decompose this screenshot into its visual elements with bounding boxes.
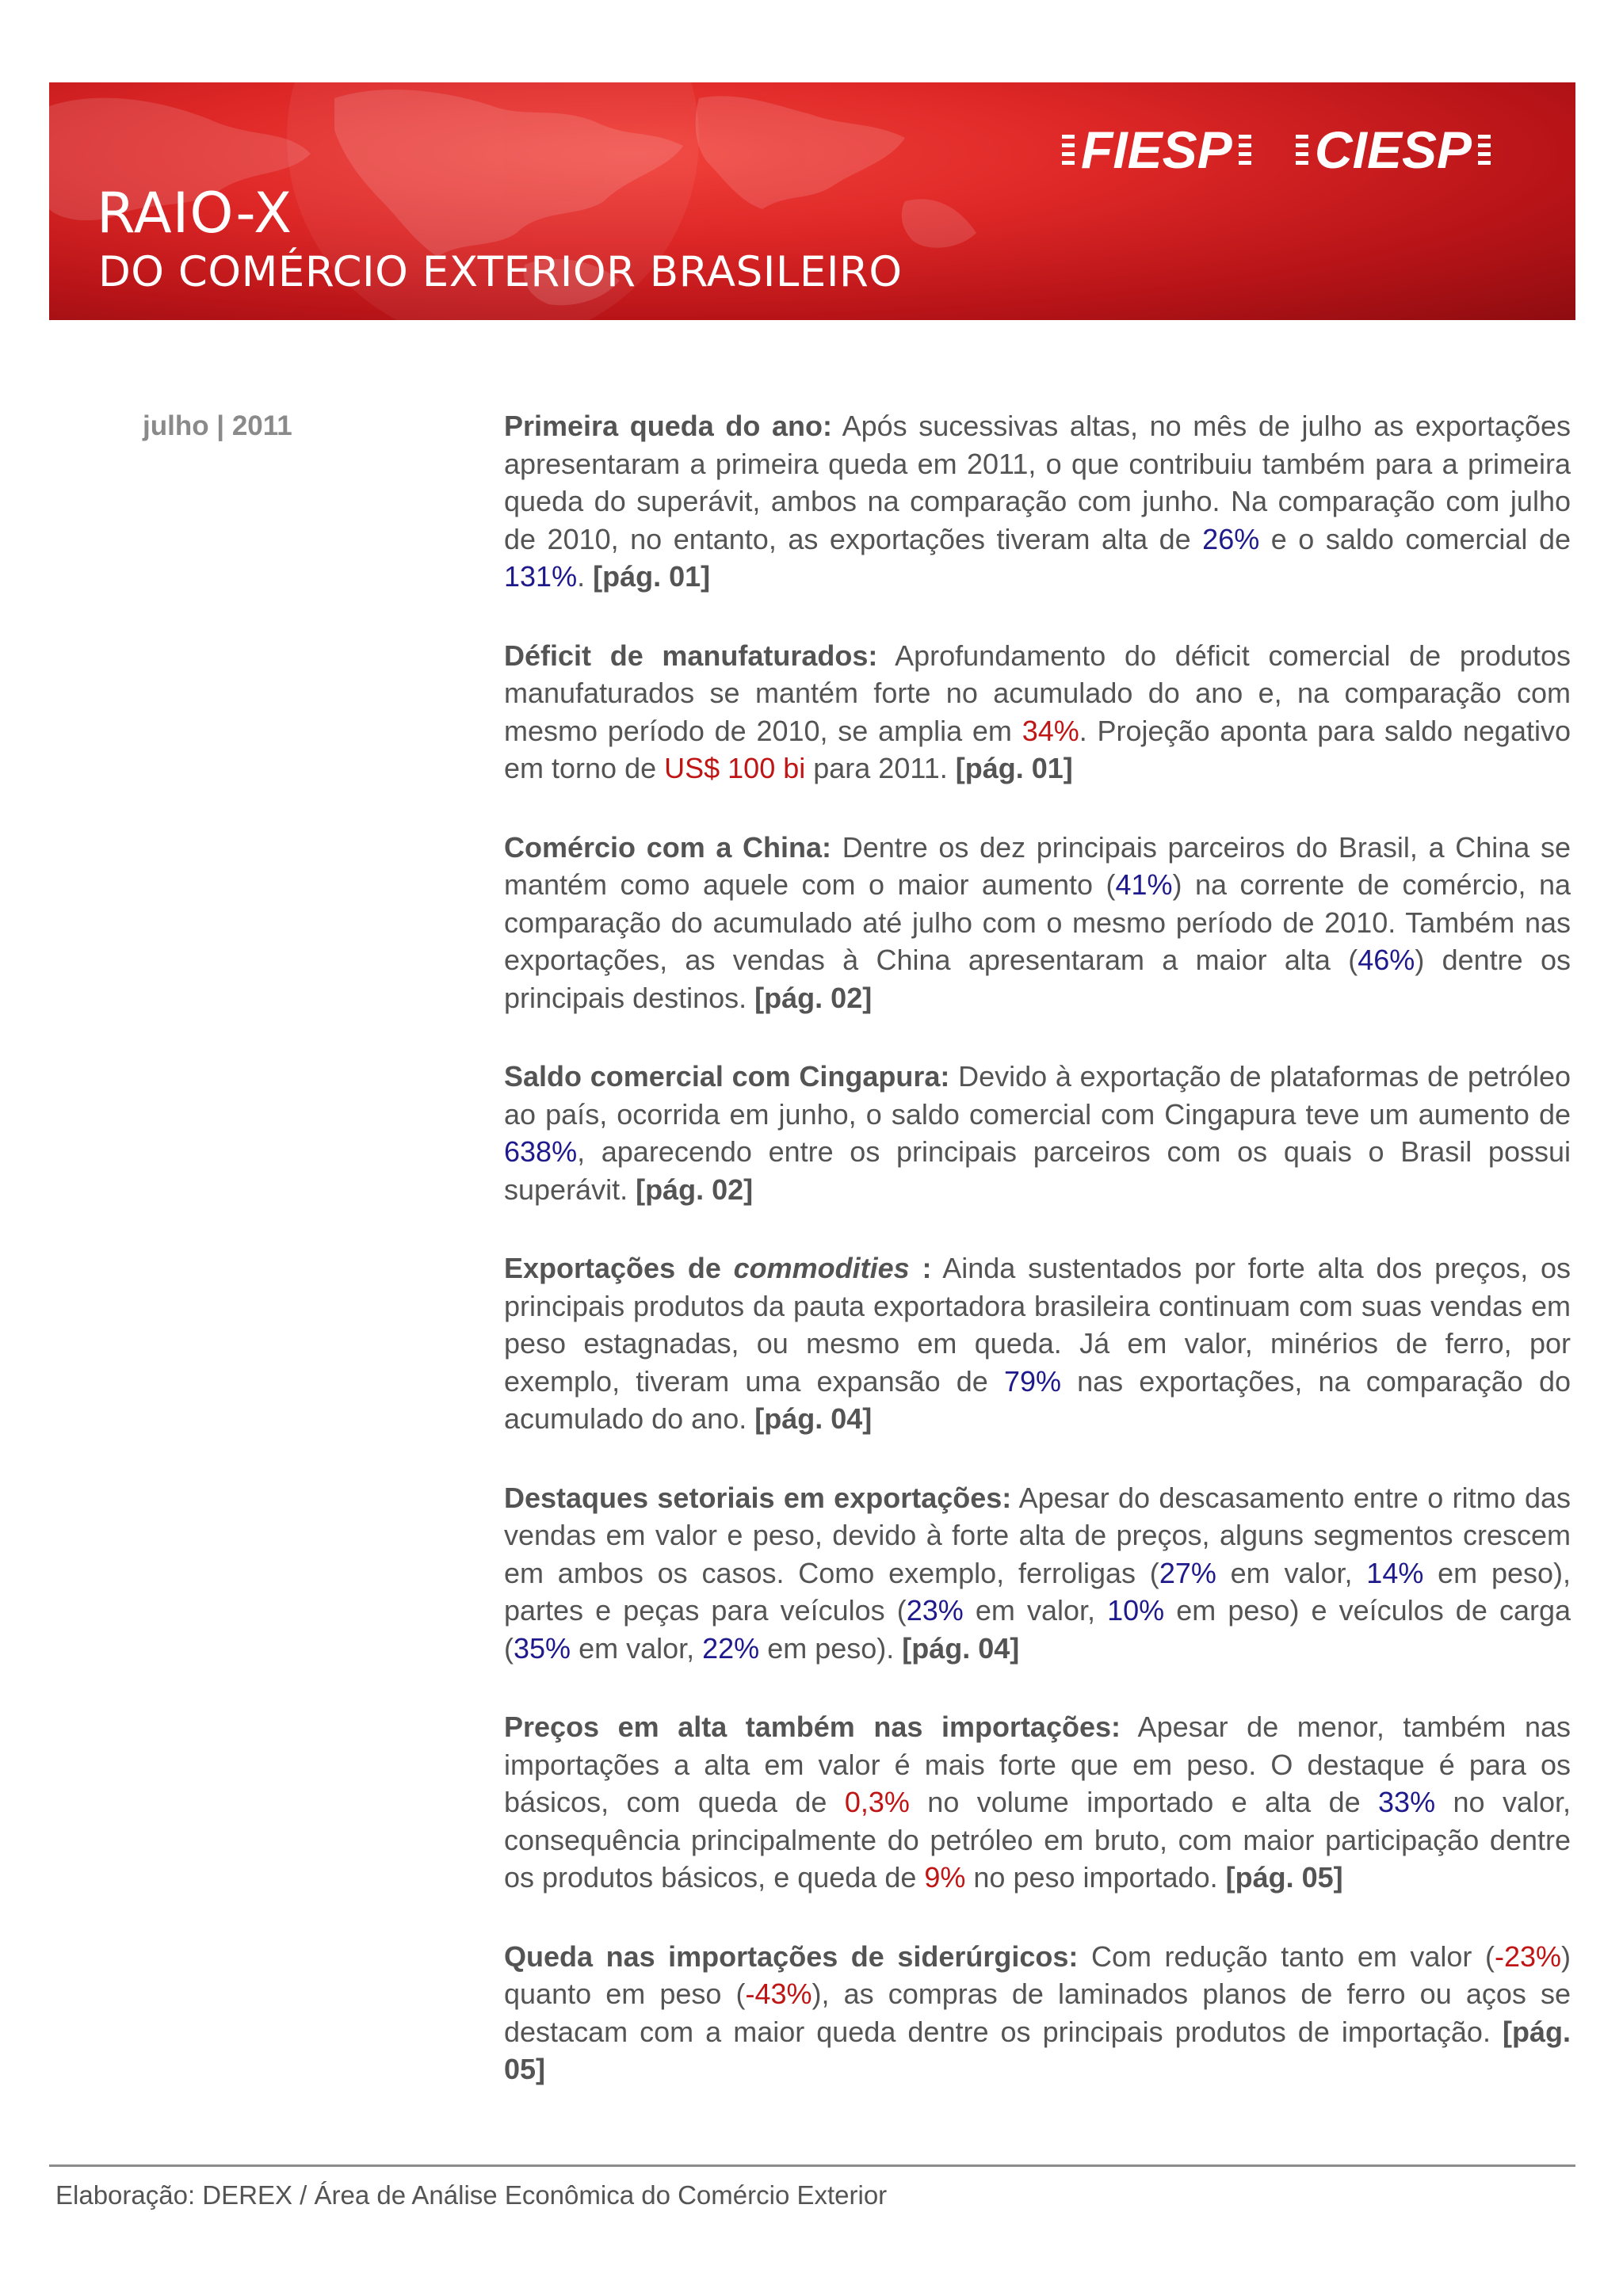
highlight-heading: Primeira queda do ano: (504, 410, 832, 442)
highlight-heading: Queda nas importações de siderúrgicos: (504, 1939, 1079, 1973)
highlight-item: Comércio com a China: Dentre os dez principais parceiros do Brasil, a China se mantém como aquele com o maior aumento (41%) na corrente de comércio, na comparação do acumulado até julho com o mesmo período de 2010. Também nas exportações, as vendas à China apresentaram a maior alta (46%) dentre os principais destinos. [pág. 02] (504, 830, 1571, 1014)
highlight-value: 27% (1159, 1556, 1216, 1589)
highlight-value: US$ 100 bi (664, 752, 806, 784)
report-date: julho | 2011 (143, 410, 292, 441)
highlight-value: 35% (514, 1631, 571, 1665)
highlight-heading: Déficit de manufaturados: (504, 639, 878, 672)
highlight-value: 0,3% (844, 1786, 910, 1818)
page-reference: [pág. 01] (955, 752, 1073, 784)
logo-bars-icon (1296, 135, 1308, 165)
highlight-heading: Exportações de commodities : (504, 1252, 932, 1284)
logo-bars-icon (1478, 135, 1491, 165)
highlight-heading: Destaques setoriais em exportações: (504, 1481, 1012, 1514)
page-reference: [pág. 01] (593, 560, 711, 593)
highlight-value: -43% (745, 1978, 812, 2010)
highlight-value: 10% (1107, 1594, 1165, 1627)
highlight-value: -23% (1494, 1939, 1561, 1973)
ciesp-logo: CIESP (1289, 122, 1497, 177)
footer-credit: Elaboração: DEREX / Área de Análise Econômica do Comércio Exterior (55, 2180, 888, 2210)
highlight-value: 22% (702, 1631, 760, 1665)
page-reference: [pág. 05] (504, 2015, 1571, 2085)
page-reference: [pág. 04] (902, 1631, 1020, 1665)
fiesp-logo: FIESP (1056, 122, 1258, 177)
page-reference: [pág. 04] (754, 1402, 873, 1435)
highlight-value: 33% (1378, 1786, 1436, 1818)
banner-subtitle: DO COMÉRCIO EXTERIOR BRASILEIRO (98, 248, 903, 296)
highlight-item: Déficit de manufaturados: Aprofundamento do déficit comercial de produtos manufaturados se mantém forte no acumulado do ano e, na comparação com mesmo período de 2010, se amplia em 34%. Projeção aponta para saldo negativo em torno de US$ 100 bi para 2011. [pág. 01] (504, 639, 1571, 784)
highlight-value: 638% (504, 1135, 578, 1168)
highlight-heading: Comércio com a China: (504, 830, 832, 864)
page-reference: [pág. 05] (1225, 1861, 1343, 1894)
highlight-value: 14% (1366, 1556, 1424, 1589)
highlight-value: 34% (1022, 714, 1079, 747)
highlight-value: 131% (504, 560, 578, 593)
highlight-value: 46% (1358, 944, 1415, 976)
highlight-item: Saldo comercial com Cingapura: Devido à exportação de plataformas de petróleo ao país, ocorrida em junho, o saldo comercial com Cingapura teve um aumento de 638%, aparecendo entre os principais parceiros com os quais o Brasil possui superávit. [pág. 02] (504, 1060, 1571, 1206)
highlight-heading: Saldo comercial com Cingapura: (504, 1060, 950, 1093)
highlight-item: Destaques setoriais em exportações: Apesar do descasamento entre o ritmo das vendas em valor e peso, devido à forte alta de preços, alguns segmentos crescem em ambos os casos. Como exemplo, ferroligas (27% em valor, 14% em peso), partes e peças para veículos (23% em valor, 10% em peso) e veículos de carga (35% em valor, 22% em peso). [pág. 04] (504, 1481, 1571, 1665)
highlight-item: Queda nas importações de siderúrgicos: Com redução tanto em valor (-23%) quanto em peso (-43%), as compras de laminados planos de ferro ou aços se destacam com a maior queda dentre os principais produtos de importação. [pág. 05] (504, 1939, 1571, 2085)
header-banner (49, 82, 1575, 320)
highlights-list (504, 407, 1571, 2130)
highlight-heading: Preços em alta também nas importações: (504, 1711, 1121, 1743)
banner-title: RAIO-X (97, 181, 293, 246)
page-reference: [pág. 02] (754, 981, 873, 1014)
highlight-item: Primeira queda do ano: Após sucessivas altas, no mês de julho as exportações apresentaram a primeira queda em 2011, o que contribuiu também para a primeira queda do superávit, ambos na comparação com junho. Na comparação com julho de 2010, no entanto, as exportações tiveram alta de 26% e o saldo comercial de 131%. [pág. 01] (504, 410, 1571, 593)
highlight-value: 23% (906, 1594, 964, 1627)
logo-bars-icon (1239, 135, 1251, 165)
highlight-item: Preços em alta também nas importações: Apesar de menor, também nas importações a alta em valor é mais forte que em peso. O destaque é para os básicos, com queda de 0,3% no volume importado e alta de 33% no valor, consequência principalmente do petróleo em bruto, com maior participação dentre os produtos básicos, e queda de 9% no peso importado. [pág. 05] (504, 1711, 1571, 1894)
highlight-item: Exportações de commodities : Ainda sustentados por forte alta dos preços, os principais produtos da pauta exportadora brasileira continuam com suas vendas em peso estagnadas, ou mesmo em queda. Já em valor, minérios de ferro, por exemplo, tiveram uma expansão de 79% nas exportações, na comparação do acumulado do ano. [pág. 04] (504, 1252, 1571, 1435)
highlight-value: 79% (1003, 1364, 1061, 1398)
footer-divider (49, 2164, 1575, 2167)
highlight-value: 9% (924, 1861, 966, 1894)
page-reference: [pág. 02] (636, 1173, 754, 1206)
highlight-value: 26% (1202, 522, 1260, 555)
logo-bars-icon (1062, 135, 1075, 165)
highlight-value: 41% (1115, 868, 1173, 901)
